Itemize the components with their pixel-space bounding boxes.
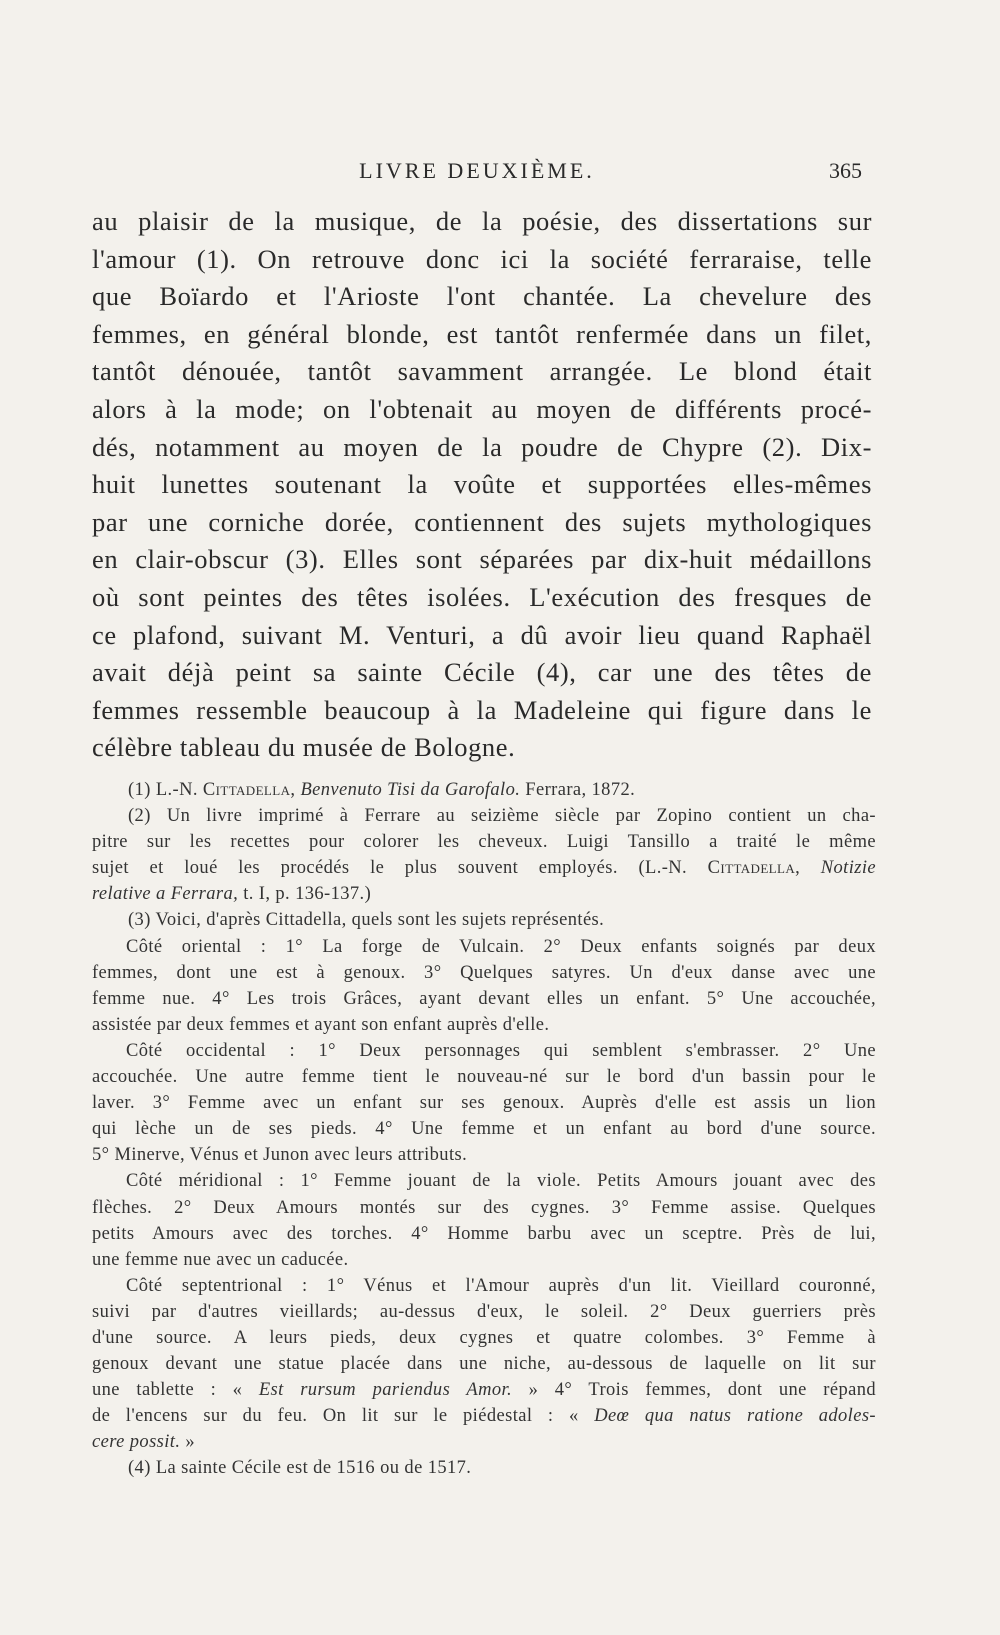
footnote-line: Côté septentrional : 1° Vénus et l'Amour auprès d'un lit. Vieillard couronné, xyxy=(126,1275,876,1296)
footnote-number: (4) xyxy=(128,1458,151,1479)
footnote-text: de l'encens sur du feu. On lit sur le piédestal : « xyxy=(92,1406,579,1427)
footnote-line: une femme nue avec un caducée. xyxy=(92,1249,349,1270)
footnote-line xyxy=(92,881,876,907)
body-line: en clair-obscur (3). Elles sont séparées par dix-huit médaillons xyxy=(92,544,872,575)
footnote-text: » 4° Trois femmes, dont une répand xyxy=(528,1380,877,1401)
footnote-line: genoux devant une statue placée dans une niche, au-dessous de laquelle on lit sur xyxy=(92,1354,876,1375)
body-line: que Boïardo et l'Arioste l'ont chantée. La chevelure des xyxy=(92,281,872,312)
footnote-title: relative a Ferrara, xyxy=(92,884,239,905)
footnote-text: Voici, d'après Cittadella, quels sont les sujets représentés. xyxy=(155,910,605,931)
running-head: LIVRE DEUXIÈME. xyxy=(359,158,595,183)
footnote-line: suivi par d'autres vieillards; au-dessus d'eux, le soleil. 2° Deux guerriers près xyxy=(92,1301,876,1322)
footnote-line: femme nue. 4° Les trois Grâces, ayant devant elles un enfant. 5° Une accouchée, xyxy=(92,988,876,1009)
footnote-author: Cittadella, xyxy=(707,858,801,879)
body-line: huit lunettes soutenant la voûte et supportées elles-mêmes xyxy=(92,469,872,500)
footnote-author: L.-N. Cittadella, xyxy=(155,780,296,800)
footnote-title: Benvenuto Tisi da Garofalo. xyxy=(300,780,521,800)
body-line: femmes, en général blonde, est tantôt renfermée dans un filet, xyxy=(92,318,872,349)
footnote-quote: cere possit. xyxy=(92,1432,181,1453)
body-line: l'amour (1). On retrouve donc ici la société ferraraise, telle xyxy=(92,243,872,274)
body-line: au plaisir de la musique, de la poésie, des dissertations sur xyxy=(92,206,872,236)
footnote-line: Côté oriental : 1° La forge de Vulcain. 2° Deux enfants soignés par deux xyxy=(126,936,876,957)
footnote-text: Un livre imprimé à Ferrare au seizième siècle par Zopino contient un cha- xyxy=(166,806,876,827)
footnote-title: Notizie xyxy=(820,858,876,879)
footnote-3 xyxy=(106,907,876,933)
footnote-quote: Est rursum pariendus Amor. xyxy=(258,1380,513,1401)
footnote-line xyxy=(92,855,876,881)
footnote-line: laver. 3° Femme avec un enfant sur ses genoux. Auprès d'elle est assis un lion xyxy=(92,1093,876,1114)
body-line: dés, notamment au moyen de la poudre de Chypre (2). Dix- xyxy=(92,431,872,462)
footnote-number: (3) xyxy=(128,910,151,931)
footnote-line: petits Amours avec des torches. 4° Homme barbu avec un sceptre. Près de lui, xyxy=(92,1223,876,1244)
footnote-text: La sainte Cécile est de 1516 ou de 1517. xyxy=(155,1458,472,1479)
footnote-line: 5° Minerve, Vénus et Junon avec leurs attributs. xyxy=(92,1145,468,1166)
body-line: par une corniche dorée, contiennent des sujets mythologiques xyxy=(92,506,872,537)
footnote-line: assistée par deux femmes et ayant son enfant auprès d'elle. xyxy=(92,1014,550,1035)
main-paragraph xyxy=(92,203,872,767)
body-line: tantôt dénouée, tantôt savamment arrangée. Le blond était xyxy=(92,356,872,387)
footnote-line: pitre sur les recettes pour colorer les cheveux. Luigi Tansillo a traité le même xyxy=(92,832,876,853)
body-line: ce plafond, suivant M. Venturi, a dû avoir lieu quand Raphaël xyxy=(92,619,872,650)
footnote-text: Ferrara, 1872. xyxy=(525,780,636,800)
page-header xyxy=(92,152,862,188)
body-line: femmes ressemble beaucoup à la Madeleine qui figure dans le xyxy=(92,694,872,725)
footnote-line xyxy=(92,1429,876,1455)
footnote-number: (1) xyxy=(128,780,151,800)
footnote-quote: Deœ qua natus ratione adoles- xyxy=(594,1406,876,1427)
footnote-line: flèches. 2° Deux Amours montés sur des cygnes. 3° Femme assise. Quelques xyxy=(92,1197,876,1218)
body-line: avait déjà peint sa sainte Cécile (4), car une des têtes de xyxy=(92,657,872,688)
body-line: où sont peintes des têtes isolées. L'exécution des fresques de xyxy=(92,581,872,612)
body-line: alors à la mode; on l'obtenait au moyen de différents procé- xyxy=(92,393,872,424)
footnote-line: Côté méridional : 1° Femme jouant de la viole. Petits Amours jouant avec des xyxy=(126,1171,876,1192)
footnote-line: femmes, dont une est à genoux. 3° Quelques satyres. Un d'eux danse avec une xyxy=(92,962,876,983)
footnote-1 xyxy=(106,777,876,803)
footnote-text: t. I, p. 136-137.) xyxy=(243,884,372,905)
footnotes xyxy=(92,777,877,1482)
page-number: 365 xyxy=(829,158,862,183)
footnote-2 xyxy=(106,803,876,829)
footnote-line: qui lèche un de ses pieds. 4° Une femme et un enfant au bord d'une source. xyxy=(92,1119,876,1140)
footnote-line: Côté occidental : 1° Deux personnages qui semblent s'embrasser. 2° Une xyxy=(126,1040,876,1061)
footnote-line: accouchée. Une autre femme tient le nouveau-né sur le bord d'un bassin pour le xyxy=(92,1067,876,1088)
footnote-line xyxy=(92,1377,876,1403)
footnote-number: (2) xyxy=(128,806,151,827)
footnote-text: sujet et loué les procédés le plus souvent employés. (L.-N. xyxy=(92,858,688,879)
footnote-text: une tablette : « xyxy=(92,1380,243,1401)
footnote-text: » xyxy=(185,1432,196,1453)
footnote-4 xyxy=(106,1455,876,1481)
footnote-line xyxy=(92,1403,876,1429)
footnote-line: d'une source. A leurs pieds, deux cygnes et quatre colombes. 3° Femme à xyxy=(92,1327,876,1348)
body-line: célèbre tableau du musée de Bologne. xyxy=(92,732,516,763)
